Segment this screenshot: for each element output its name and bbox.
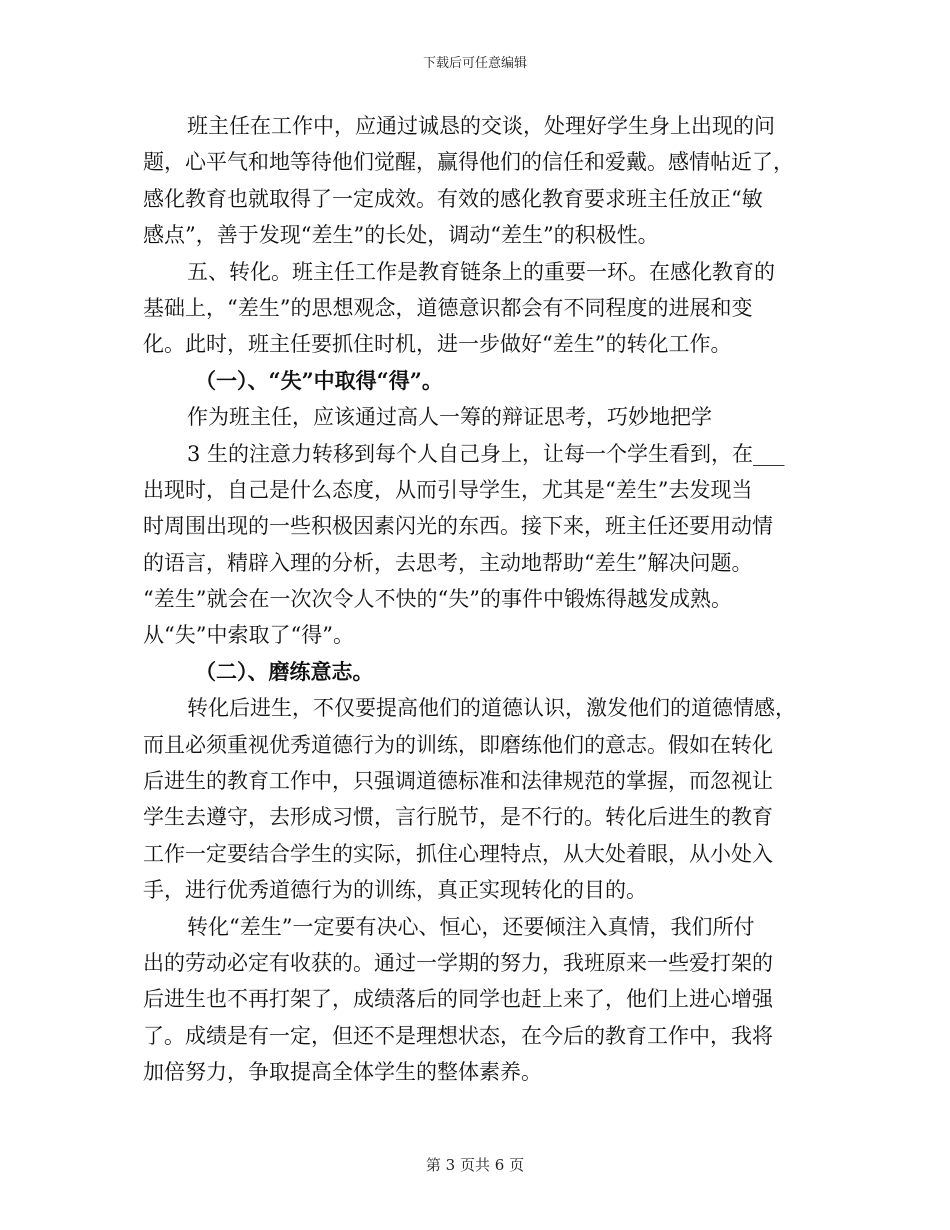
paragraph-line: 班主任在工作中，应通过诚恳的交谈，处理好学生身上出现的问 — [187, 114, 775, 138]
section-heading: （二）、磨练意志。 — [195, 658, 374, 684]
page-footer: 第 3 页共 6 页 — [425, 1156, 525, 1174]
paragraph-line: 3 生的注意力转移到每个人自己身上，让每一个学生看到，在___ — [187, 441, 785, 466]
paragraph-line: 后进生也不再打架了，成绩落后的同学也赶上来了，他们上进心增强 — [143, 987, 773, 1012]
paragraph-line: 从“失”中索取了“得”。 — [143, 623, 354, 648]
paragraph-line: 学生去遵守，去形成习惯，言行脱节，是不行的。转化后进生的教育 — [143, 805, 773, 830]
paragraph-line: 转化“差生”一定要有决心、恒心，还要倾注入真情，我们所付 — [187, 914, 755, 939]
paragraph-line: 作为班主任，应该通过高人一筹的辩证思考，巧妙地把学 — [187, 405, 712, 430]
paragraph-line: 而且必须重视优秀道德行为的训练，即磨练他们的意志。假如在转化 — [143, 732, 773, 757]
paragraph-line: 了。成绩是有一定，但还不是理想状态，在今后的教育工作中，我将 — [143, 1023, 773, 1048]
paragraph-line: 时周围出现的一些积极因素闪光的东西。接下来，班主任还要用动情 — [143, 514, 773, 539]
paragraph-line: “差生”就会在一次次令人不快的“失”的事件中锻炼得越发成熟。 — [143, 587, 732, 612]
page-header: 下载后可任意编辑 — [422, 56, 527, 71]
paragraph-line: 工作一定要结合学生的实际，抓住心理特点，从大处着眼，从小处入 — [143, 841, 773, 866]
paragraph-line: 出的劳动必定有收获的。通过一学期的努力，我班原来一些爱打架的 — [143, 950, 773, 975]
paragraph-line: 感点”，善于发现“差生”的长处，调动“差生”的积极性。 — [143, 223, 659, 248]
paragraph-line: 转化后进生，不仅要提高他们的道德认识，激发他们的道德情感， — [187, 696, 796, 721]
section-heading: （一）、“失”中取得“得”。 — [195, 367, 443, 393]
paragraph-line: 的语言，精辟入理的分析，去思考，主动地帮助“差生”解决问题。 — [143, 550, 753, 575]
document-body — [143, 108, 803, 1091]
paragraph-line: 五、转化。班主任工作是教育链条上的重要一环。在感化教育的 — [187, 259, 775, 284]
paragraph-line: 题，心平气和地等待他们觉醒，赢得他们的信任和爱戴。感情帖近了， — [143, 150, 794, 175]
paragraph-line: 感化教育也就取得了一定成效。有效的感化教育要求班主任放正“敏 — [143, 186, 763, 211]
paragraph-line: 化。此时，班主任要抓住时机，进一步做好“差生”的转化工作。 — [143, 332, 732, 357]
paragraph-line: 基础上，“差生”的思想观念，道德意识都会有不同程度的进展和变 — [143, 295, 753, 320]
paragraph-line: 手，进行优秀道德行为的训练，真正实现转化的目的。 — [143, 878, 647, 903]
paragraph-line: 加倍努力，争取提高全体学生的整体素养。 — [143, 1060, 542, 1085]
paragraph-line: 出现时，自己是什么态度，从而引导学生，尤其是“差生”去发现当 — [143, 477, 753, 502]
paragraph-line: 后进生的教育工作中，只强调道德标准和法律规范的掌握，而忽视让 — [143, 769, 773, 794]
